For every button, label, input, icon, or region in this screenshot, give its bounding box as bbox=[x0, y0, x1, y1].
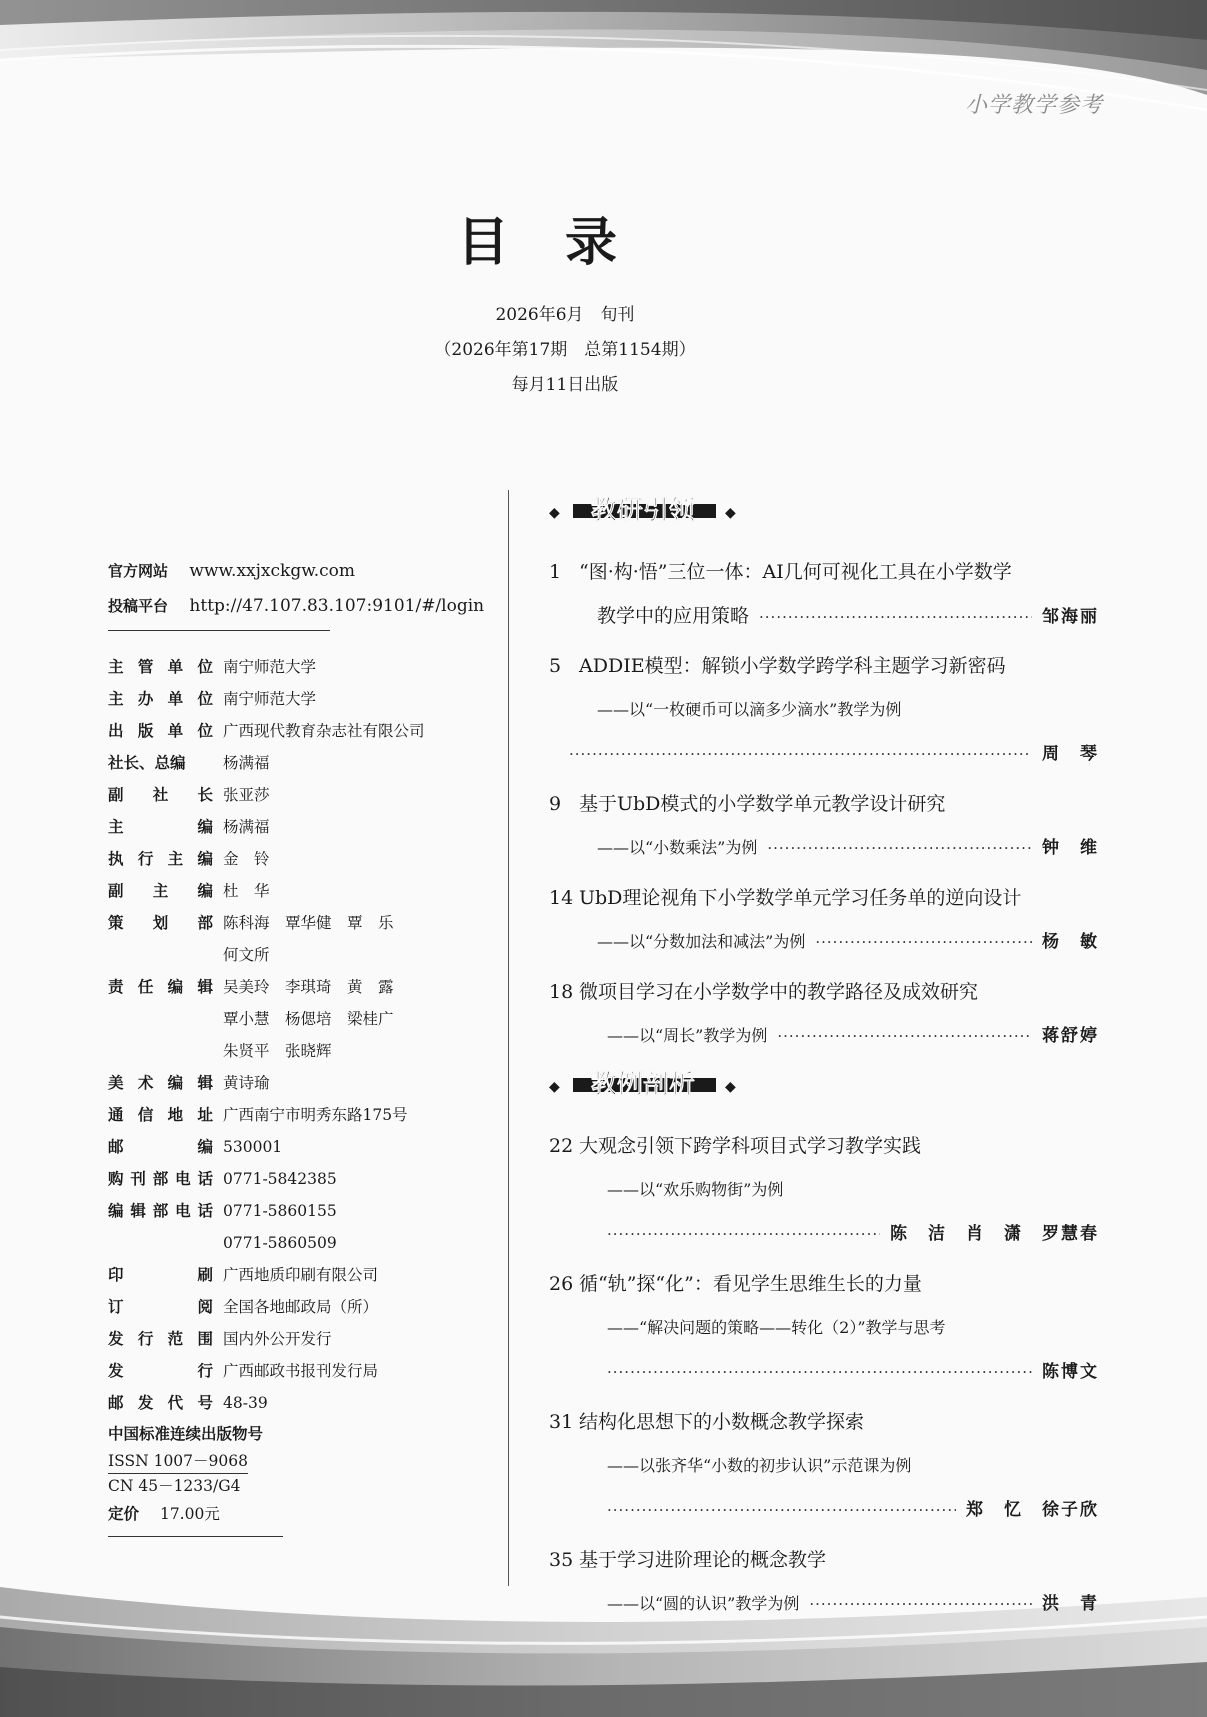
masthead-label: 订阅 bbox=[108, 1298, 213, 1316]
toc-section bbox=[549, 1064, 1099, 1626]
leader-dots bbox=[777, 1014, 1032, 1058]
toc-entry-title: 基于UbD模式的小学数学单元教学设计研究 bbox=[579, 793, 946, 815]
toc-entry-line bbox=[549, 1538, 1099, 1582]
toc-entry-line bbox=[549, 1582, 1099, 1626]
toc-entry-title: “图·构·悟”三位一体：AI几何可视化工具在小学数学 bbox=[579, 561, 1012, 583]
toc-page-number: 5 bbox=[549, 655, 562, 677]
masthead-label bbox=[108, 939, 213, 971]
masthead-label: 通信地址 bbox=[108, 1106, 213, 1124]
toc-entry-line bbox=[549, 594, 1099, 638]
price-row bbox=[108, 1498, 503, 1530]
toc-author: 蒋舒婷 bbox=[1042, 1026, 1099, 1046]
toc-entry-line bbox=[549, 1212, 1099, 1256]
issn-block bbox=[108, 1449, 248, 1498]
masthead-row bbox=[108, 843, 503, 875]
toc-entry-subtitle: ——以张齐华“小数的初步认识”示范课为例 bbox=[607, 1456, 912, 1475]
toc-author: 洪 青 bbox=[1042, 1594, 1099, 1614]
toc-entry-subtitle: ——以“欢乐购物街”为例 bbox=[607, 1180, 784, 1199]
toc-author: 钟 维 bbox=[1042, 838, 1099, 858]
masthead-value: 杨满福 bbox=[223, 818, 270, 836]
toc-page-number: 26 bbox=[549, 1273, 574, 1295]
masthead-row bbox=[108, 1163, 503, 1195]
masthead-value: 杜 华 bbox=[223, 882, 270, 900]
masthead-rule bbox=[108, 630, 330, 631]
masthead-row bbox=[108, 1355, 503, 1387]
masthead-value: 广西地质印刷有限公司 bbox=[223, 1266, 379, 1284]
toc-entry bbox=[549, 1262, 1099, 1394]
masthead-row bbox=[108, 651, 503, 683]
toc-entry-line bbox=[549, 1306, 1099, 1350]
masthead-label: 印刷 bbox=[108, 1266, 213, 1284]
masthead-value: 金 铃 bbox=[223, 850, 270, 868]
issue-number: （2026年第17期 总第1154期） bbox=[434, 340, 696, 360]
section-heading-label: 教例剖析 bbox=[591, 1070, 696, 1100]
masthead-row bbox=[108, 1195, 503, 1227]
masthead-value: 0771-5860509 bbox=[223, 1234, 337, 1252]
masthead-value: 覃小慧 杨偲培 梁桂广 bbox=[223, 1010, 394, 1028]
masthead-row bbox=[108, 1291, 503, 1323]
masthead-label: 副社长 bbox=[108, 786, 213, 804]
toc-page-number: 35 bbox=[549, 1549, 574, 1571]
website-label: 官方网站 bbox=[108, 562, 169, 580]
masthead-label bbox=[108, 1035, 213, 1067]
website-row bbox=[108, 560, 503, 581]
masthead-label: 社长、总编 bbox=[108, 754, 186, 772]
toc-entry bbox=[549, 1538, 1099, 1626]
diamond-icon: ◆ bbox=[549, 1079, 560, 1095]
toc-entry-title: 微项目学习在小学数学中的教学路径及成效研究 bbox=[579, 981, 979, 1003]
toc-entry-line bbox=[549, 732, 1099, 776]
masthead-label: 主管单位 bbox=[108, 658, 213, 676]
issue-date: 2026年6月 旬刊 bbox=[495, 305, 635, 325]
masthead-value: 南宁师范大学 bbox=[223, 658, 317, 676]
masthead-row bbox=[108, 1227, 503, 1259]
masthead-label: 副主编 bbox=[108, 882, 213, 900]
publish-schedule: 每月11日出版 bbox=[511, 375, 619, 395]
masthead-row bbox=[108, 907, 503, 939]
toc-entry-subtitle: ——以“圆的认识”教学为例 bbox=[607, 1594, 800, 1613]
toc-entry-title: UbD理论视角下小学数学单元学习任务单的逆向设计 bbox=[579, 887, 1022, 909]
diamond-icon: ◆ bbox=[725, 1079, 736, 1095]
toc-entry-title: 循“轨”探“化”：看见学生思维生长的力量 bbox=[579, 1273, 922, 1295]
masthead-row bbox=[108, 715, 503, 747]
toc-entry-title: 大观念引领下跨学科项目式学习教学实践 bbox=[579, 1135, 922, 1157]
masthead-bottom-rule bbox=[108, 1536, 283, 1537]
masthead-row bbox=[108, 747, 503, 779]
leader-dots bbox=[759, 595, 1032, 639]
masthead-row bbox=[108, 939, 503, 971]
masthead-label: 邮发代号 bbox=[108, 1394, 213, 1412]
toc-author: 杨 敏 bbox=[1042, 932, 1099, 952]
masthead-value: 530001 bbox=[223, 1138, 283, 1156]
section-heading bbox=[549, 1064, 1099, 1110]
leader-dots bbox=[569, 732, 1032, 776]
submission-url[interactable]: http://47.107.83.107:9101/#/login bbox=[189, 596, 485, 616]
toc-entry-line bbox=[549, 550, 1099, 594]
masthead-row bbox=[108, 1131, 503, 1163]
toc-author: 周 琴 bbox=[1042, 744, 1099, 764]
toc-entry-line bbox=[549, 1124, 1099, 1168]
toc-entry-line bbox=[549, 1350, 1099, 1394]
toc-entry-subtitle: ——以“分数加法和减法”为例 bbox=[597, 932, 806, 951]
masthead-label: 发行范围 bbox=[108, 1330, 213, 1348]
price-label: 定价 bbox=[108, 1505, 140, 1523]
masthead-row bbox=[108, 875, 503, 907]
toc-entry bbox=[549, 644, 1099, 776]
submission-row bbox=[108, 595, 503, 616]
toc-entry-subtitle: ——“解决问题的策略——转化（2）”教学与思考 bbox=[607, 1318, 946, 1337]
toc-entry-title: ADDIE模型：解锁小学数学跨学科主题学习新密码 bbox=[579, 655, 1006, 677]
toc-entry-line bbox=[549, 782, 1099, 826]
leader-dots bbox=[815, 920, 1032, 964]
toc-entry bbox=[549, 782, 1099, 870]
masthead-value: 0771-5842385 bbox=[223, 1170, 337, 1188]
toc-page-number: 1 bbox=[549, 561, 562, 583]
issn: ISSN 1007－9068 bbox=[108, 1449, 248, 1474]
leader-dots bbox=[767, 826, 1032, 870]
toc-page-number: 22 bbox=[549, 1135, 574, 1157]
toc-page-number: 31 bbox=[549, 1411, 574, 1433]
masthead-row bbox=[108, 971, 503, 1003]
leader-dots bbox=[607, 1212, 880, 1256]
toc-entry-line bbox=[549, 920, 1099, 964]
toc-entry-title: 教学中的应用策略 bbox=[597, 605, 750, 627]
section-heading bbox=[549, 490, 1099, 536]
toc-entry-line bbox=[549, 688, 1099, 732]
toc-page-number: 18 bbox=[549, 981, 574, 1003]
toc-entry-line bbox=[549, 1014, 1099, 1058]
diamond-icon: ◆ bbox=[725, 505, 736, 521]
masthead-label: 邮编 bbox=[108, 1138, 213, 1156]
masthead-value: 国内外公开发行 bbox=[223, 1330, 332, 1348]
toc-entry-subtitle: ——以“一枚硬币可以滴多少滴水”教学为例 bbox=[597, 700, 902, 719]
masthead-list bbox=[108, 651, 503, 1419]
toc-entry-title: 结构化思想下的小数概念教学探索 bbox=[579, 1411, 865, 1433]
masthead-value: 朱贤平 张晓辉 bbox=[223, 1042, 332, 1060]
leader-dots bbox=[809, 1582, 1032, 1626]
toc-section bbox=[549, 490, 1099, 1058]
leader-dots bbox=[607, 1488, 956, 1532]
masthead-row bbox=[108, 779, 503, 811]
toc-entry-line bbox=[549, 1262, 1099, 1306]
toc-entry-line bbox=[549, 644, 1099, 688]
toc-author: 陈博文 bbox=[1042, 1362, 1099, 1382]
masthead-value: 南宁师范大学 bbox=[223, 690, 317, 708]
toc-page-number: 14 bbox=[549, 887, 574, 909]
masthead-label: 责任编辑 bbox=[108, 978, 213, 996]
serial-number-heading: 中国标准连续出版物号 bbox=[108, 1425, 264, 1443]
toc-entry-title: 基于学习进阶理论的概念教学 bbox=[579, 1549, 827, 1571]
masthead-value: 48-39 bbox=[223, 1394, 268, 1412]
masthead-row bbox=[108, 1259, 503, 1291]
toc-entry-subtitle: ——以“小数乘法”为例 bbox=[597, 838, 758, 857]
masthead-row bbox=[108, 683, 503, 715]
website-url[interactable]: www.xxjxckgw.com bbox=[189, 561, 356, 581]
leader-dots bbox=[607, 1350, 1032, 1394]
masthead-value: 广西南宁市明秀东路175号 bbox=[223, 1106, 408, 1124]
masthead-value: 广西邮政书报刊发行局 bbox=[223, 1362, 379, 1380]
masthead-value: 0771-5860155 bbox=[223, 1202, 337, 1220]
masthead-value: 何文所 bbox=[223, 946, 270, 964]
toc-entry-subtitle: ——以“周长”教学为例 bbox=[607, 1026, 768, 1045]
toc-entry-line bbox=[549, 826, 1099, 870]
masthead-label: 执行主编 bbox=[108, 850, 213, 868]
masthead-label: 策划部 bbox=[108, 914, 213, 932]
masthead-value: 吴美玲 李琪琦 黄 露 bbox=[223, 978, 394, 996]
masthead-label: 发行 bbox=[108, 1362, 213, 1380]
masthead-value: 广西现代教育杂志社有限公司 bbox=[223, 722, 425, 740]
price-value: 17.00元 bbox=[159, 1505, 220, 1523]
masthead-label: 主编 bbox=[108, 818, 213, 836]
toc-entry-line bbox=[549, 1444, 1099, 1488]
masthead-column bbox=[108, 560, 503, 1537]
toc-author: 陈 洁 肖 潇 罗慧春 bbox=[890, 1224, 1099, 1244]
toc-entry-line bbox=[549, 1400, 1099, 1444]
masthead-label: 主办单位 bbox=[108, 690, 213, 708]
table-of-contents bbox=[549, 490, 1099, 1632]
masthead-row bbox=[108, 1387, 503, 1419]
masthead-value: 黄诗瑜 bbox=[223, 1074, 270, 1092]
toc-entry-line bbox=[549, 876, 1099, 920]
masthead-row bbox=[108, 811, 503, 843]
toc-entry bbox=[549, 970, 1099, 1058]
masthead-row bbox=[108, 1323, 503, 1355]
masthead-label: 美术编辑 bbox=[108, 1074, 213, 1092]
diamond-icon: ◆ bbox=[549, 505, 560, 521]
masthead-value: 全国各地邮政局（所） bbox=[223, 1298, 379, 1316]
toc-author: 郑 忆 徐子欣 bbox=[966, 1500, 1099, 1520]
journal-name: 小学教学参考 bbox=[964, 93, 1103, 118]
page-title: 目录 bbox=[456, 213, 673, 273]
section-heading-label: 教研引领 bbox=[591, 496, 696, 526]
masthead-label: 编辑部电话 bbox=[108, 1202, 213, 1220]
masthead-value: 杨满福 bbox=[223, 754, 270, 772]
masthead-row bbox=[108, 1099, 503, 1131]
toc-entry-line bbox=[549, 1488, 1099, 1532]
toc-entry-line bbox=[549, 1168, 1099, 1212]
masthead-row bbox=[108, 1003, 503, 1035]
cn-number: CN 45－1233/G4 bbox=[108, 1477, 241, 1495]
masthead-label: 购刊部电话 bbox=[108, 1170, 213, 1188]
masthead-label: 出版单位 bbox=[108, 722, 213, 740]
masthead-label bbox=[108, 1227, 213, 1259]
masthead-row bbox=[108, 1035, 503, 1067]
masthead-value: 陈科海 覃华健 覃 乐 bbox=[223, 914, 394, 932]
toc-page-number: 9 bbox=[549, 793, 562, 815]
toc-entry-line bbox=[549, 970, 1099, 1014]
column-divider bbox=[508, 490, 509, 1586]
toc-entry bbox=[549, 1400, 1099, 1532]
toc-entry bbox=[549, 550, 1099, 638]
masthead-value: 张亚莎 bbox=[223, 786, 270, 804]
toc-entry bbox=[549, 876, 1099, 964]
toc-author: 邹海丽 bbox=[1042, 607, 1099, 627]
toc-entry bbox=[549, 1124, 1099, 1256]
masthead-label bbox=[108, 1003, 213, 1035]
masthead-row bbox=[108, 1067, 503, 1099]
submission-label: 投稿平台 bbox=[108, 597, 169, 615]
